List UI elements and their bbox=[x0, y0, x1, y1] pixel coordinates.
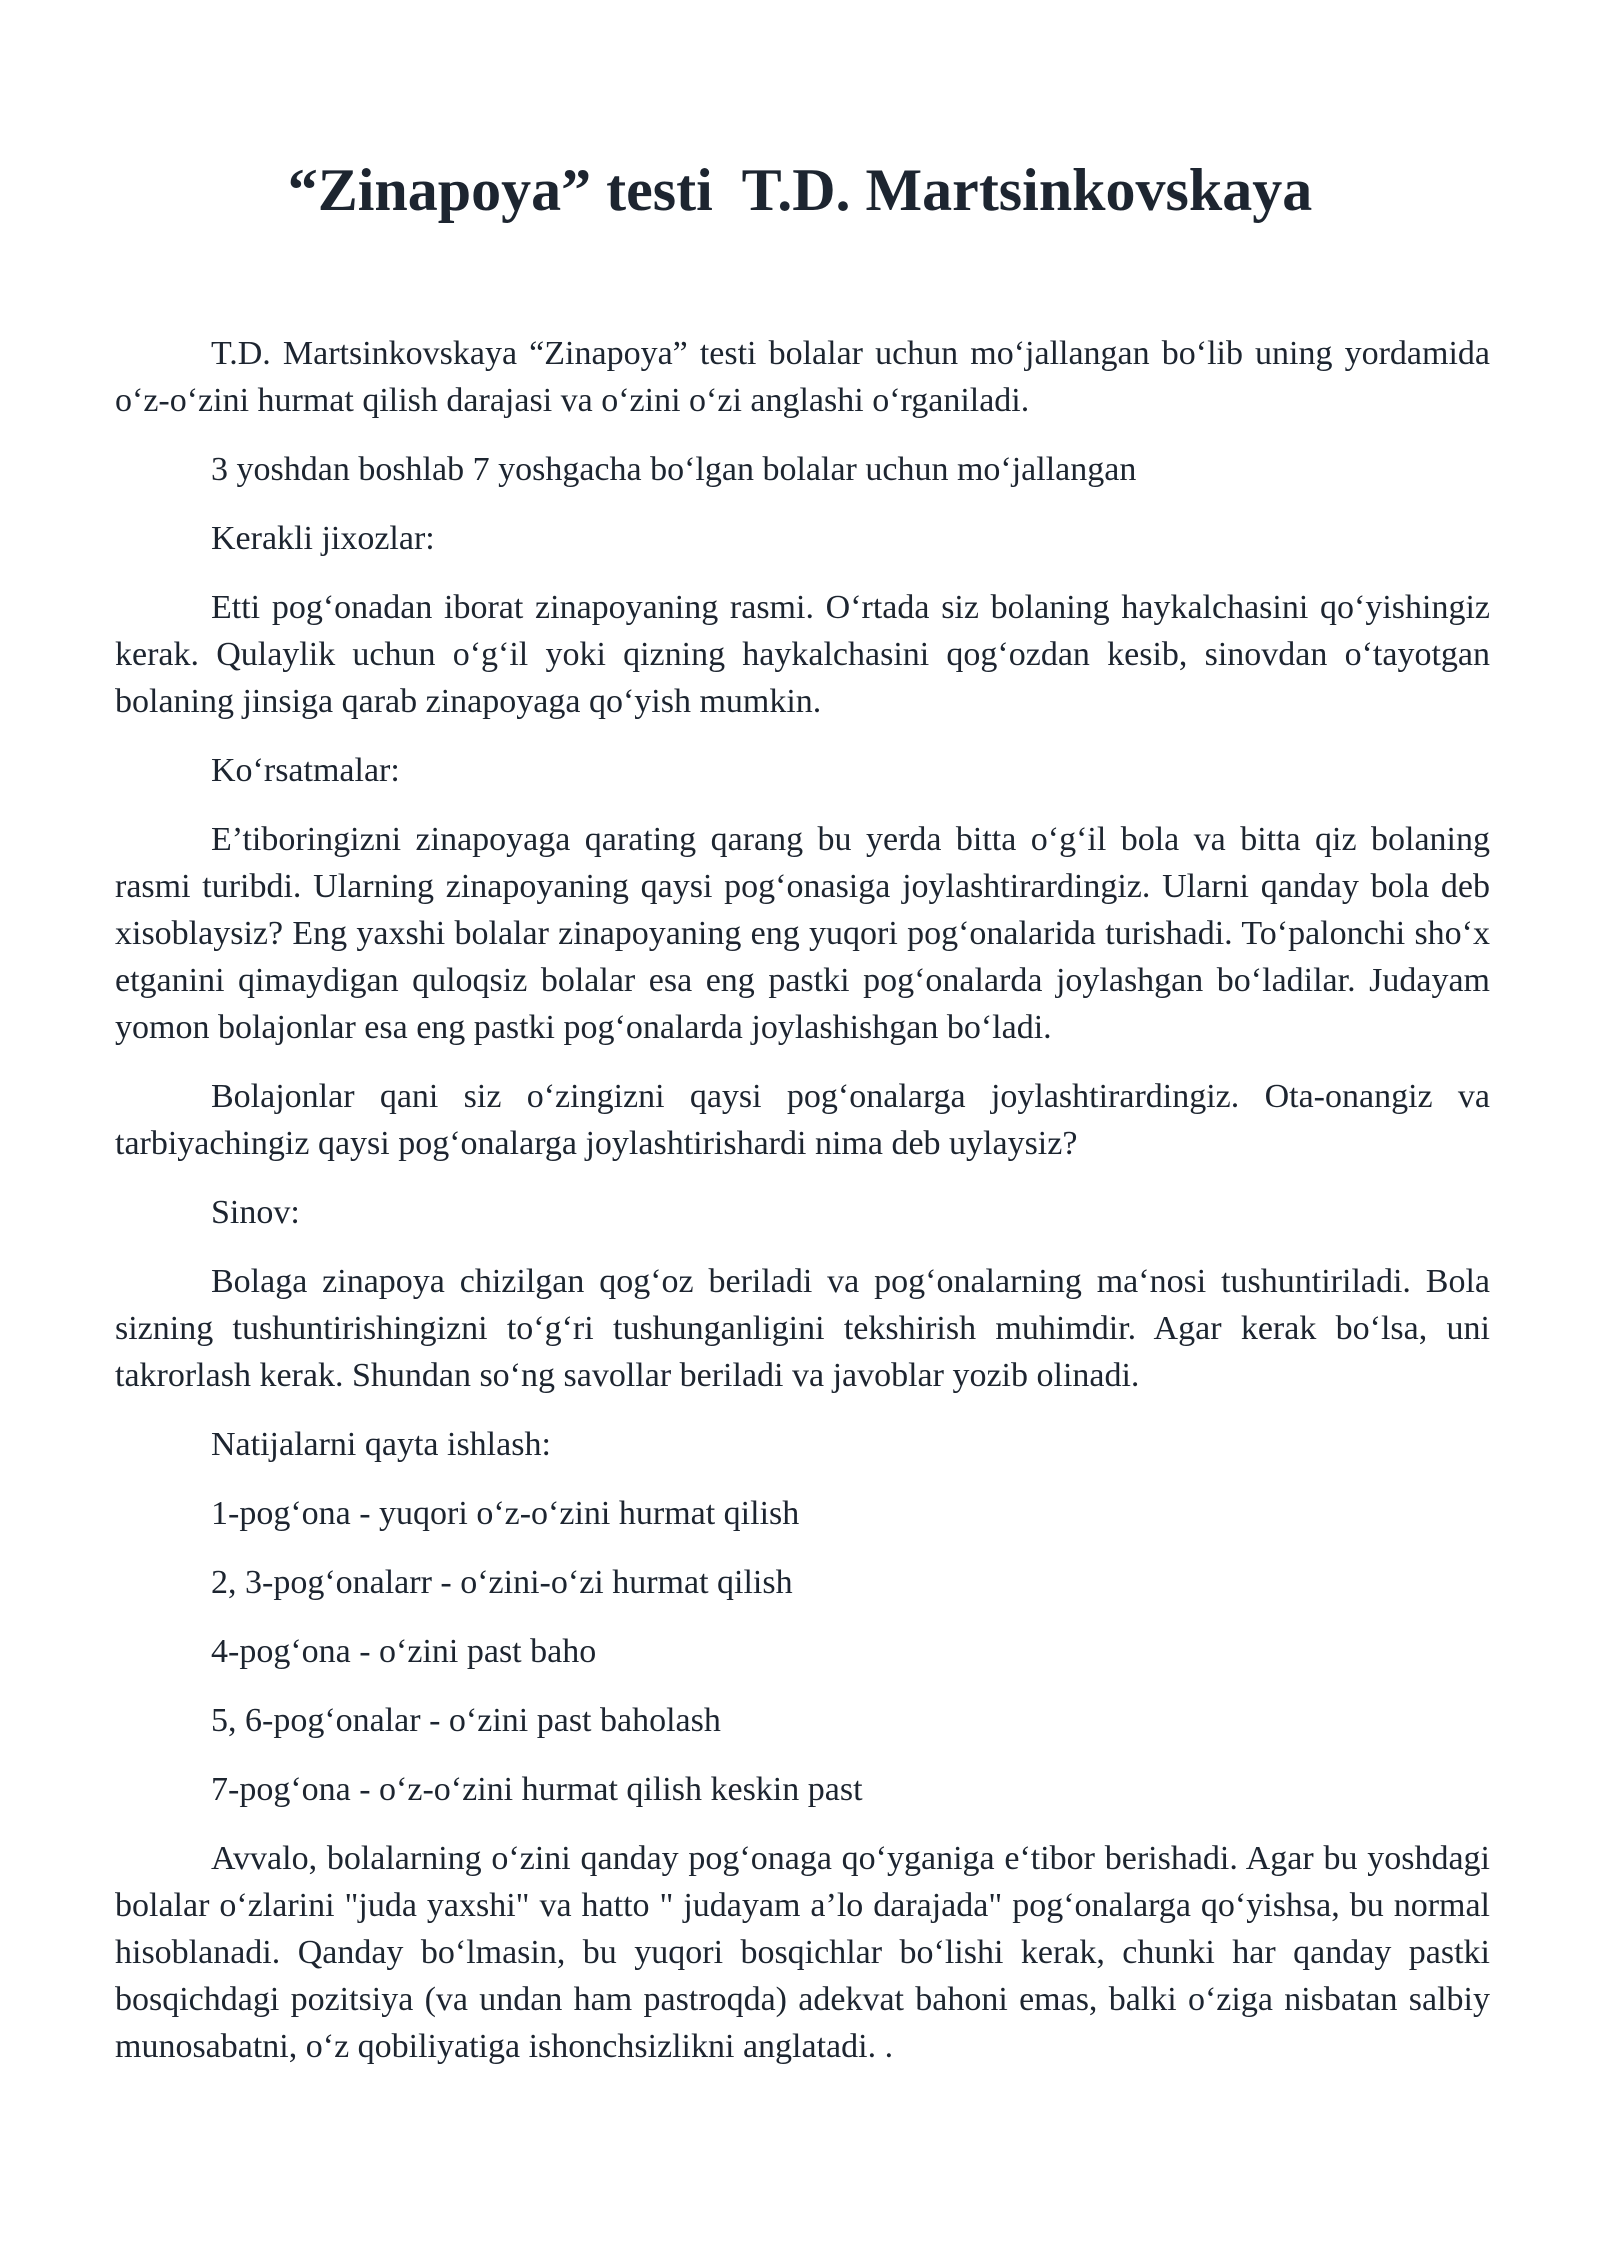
document-body bbox=[115, 330, 1490, 2092]
paragraph-intro: T.D. Martsinkovskaya “Zinapoya” testi bolalar uchun mo‘jallangan bo‘lib uning yordamida o‘z-o‘zini hurmat qilish darajasi va o‘zini o‘zi anglashi o‘rganiladi. bbox=[115, 335, 1490, 419]
paragraph-age-range: 3 yoshdan boshlab 7 yoshgacha bo‘lgan bolalar uchun mo‘jallangan bbox=[211, 451, 1137, 488]
result-step-7: 7-pog‘ona - o‘z-o‘zini hurmat qilish keskin past bbox=[211, 1771, 863, 1808]
paragraph-questions: Bolajonlar qani siz o‘zingizni qaysi pog‘onalarga joylashtirardingiz. Ota-onangiz va tarbiyachingiz qaysi pog‘onalarga joylashtirishardi nima deb uylaysiz? bbox=[115, 1078, 1490, 1162]
paragraph-test: Bolaga zinapoya chizilgan qog‘oz beriladi va pog‘onalarning ma‘nosi tushuntiriladi. Bola sizning tushuntirishingizni to‘g‘ri tushunganligini tekshirish muhimdir. Agar kerak bo‘lsa, uni takrorlash kerak. Shundan so‘ng savollar beriladi va javoblar yozib olinadi. bbox=[115, 1263, 1490, 1394]
result-step-4: 4-pog‘ona - o‘zini past baho bbox=[211, 1633, 597, 1670]
result-step-5-6: 5, 6-pog‘onalar - o‘zini past baholash bbox=[211, 1702, 721, 1739]
paragraph-equipment-heading: Kerakli jixozlar: bbox=[211, 520, 435, 557]
paragraph-results-heading: Natijalarni qayta ishlash: bbox=[211, 1426, 551, 1463]
paragraph-instructions-heading: Ko‘rsatmalar: bbox=[211, 752, 400, 789]
paragraph-equipment: Etti pog‘onadan iborat zinapoyaning rasmi. O‘rtada siz bolaning haykalchasini qo‘yishingiz kerak. Qulaylik uchun o‘g‘il yoki qizning haykalchasini qog‘ozdan kesib, sinovdan o‘tayotgan bolaning jinsiga qarab zinapoyaga qo‘yish mumkin. bbox=[115, 589, 1490, 720]
paragraph-instructions: E’tiboringizni zinapoyaga qarating qarang bu yerda bitta o‘g‘il bola va bitta qiz bolaning rasmi turibdi. Ularning zinapoyaning qaysi pog‘onasiga joylashtirardingiz. Ularni qanday bola deb xisoblaysiz? Eng yaxshi bolalar zinapoyaning eng yuqori pog‘onalarida turishadi. To‘palonchi sho‘x etganini qimaydigan quloqsiz bolalar esa eng pastki pog‘onalarda joylashgan bo‘ladilar. Judayam yomon bolajonlar esa eng pastki pog‘onalarda joylashishgan bo‘ladi. bbox=[115, 821, 1490, 1046]
document-title: “Zinapoya” testi T.D. Martsinkovskaya bbox=[287, 157, 1313, 223]
result-step-1: 1-pog‘ona - yuqori o‘z-o‘zini hurmat qilish bbox=[211, 1495, 800, 1532]
paragraph-interpretation: Avvalo, bolalarning o‘zini qanday pog‘onaga qo‘yganiga e‘tibor berishadi. Agar bu yoshdagi bolalar o‘zlarini "juda yaxshi" va hatto " judayam a’lo darajada" pog‘onalarga qo‘yishsa, bu normal hisoblanadi. Qanday bo‘lmasin, bu yuqori bosqichlar bo‘lishi kerak, chunki har qanday pastki bosqichdagi pozitsiya (va undan ham pastroqda) adekvat bahoni emas, balki o‘ziga nisbatan salbiy munosabatni, o‘z qobiliyatiga ishonchsizlikni anglatadi. . bbox=[115, 1840, 1490, 2065]
result-step-2-3: 2, 3-pog‘onalarr - o‘zini-o‘zi hurmat qilish bbox=[211, 1564, 793, 1601]
paragraph-test-heading: Sinov: bbox=[211, 1194, 300, 1231]
